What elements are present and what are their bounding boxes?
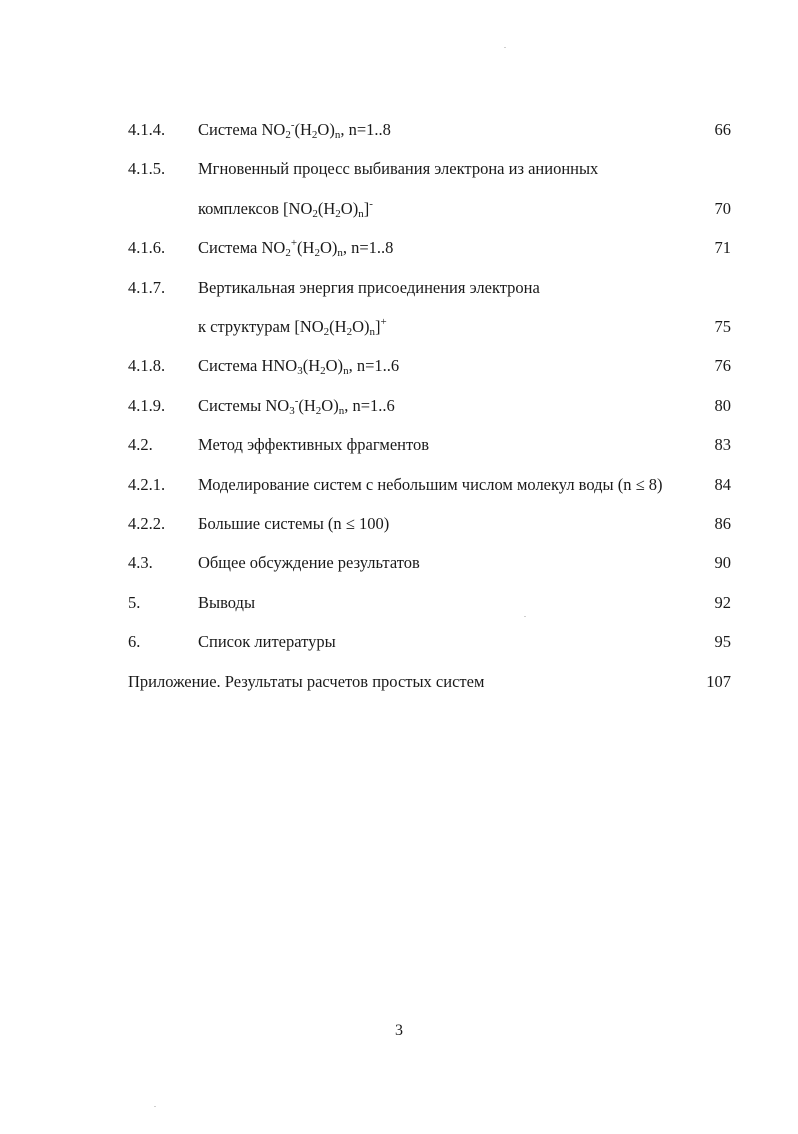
toc-entry-title — [198, 236, 393, 260]
toc-entry — [0, 670, 798, 694]
toc-title-segment: 2 — [346, 326, 353, 338]
toc-title-segment: 2 — [335, 208, 341, 220]
scan-speck — [524, 616, 526, 617]
toc-entry-title — [198, 433, 429, 457]
toc-title-segment: Система HNO — [198, 356, 298, 375]
toc-title-segment: Большие системы (n ≤ 100) — [198, 514, 390, 533]
toc-title-segment: O) — [319, 238, 338, 257]
toc-title-segment: комплексов [NO — [198, 199, 313, 218]
toc-entry-title — [198, 197, 373, 221]
toc-title-segment: (H — [329, 317, 347, 336]
toc-title-segment: n — [338, 405, 345, 417]
toc-entry-page: 84 — [714, 475, 731, 494]
toc-title-segment: - — [290, 119, 295, 131]
toc-title-segment: Выводы — [198, 593, 256, 612]
toc-title-segment: (H — [302, 356, 321, 375]
toc-entry-number: 5. — [128, 593, 141, 612]
toc-entry — [0, 591, 798, 615]
toc-entry — [0, 473, 798, 497]
toc-entry-title — [198, 276, 540, 300]
toc-entry-page: 95 — [714, 632, 731, 651]
page-number: 3 — [395, 1022, 403, 1039]
toc-entry-title — [198, 394, 395, 418]
toc-entry-page: 71 — [714, 238, 731, 257]
toc-title-segment: n — [358, 208, 364, 220]
toc-entry-number: 4.2. — [128, 435, 153, 454]
toc-entry-number: 4.3. — [128, 553, 153, 572]
toc-entry-number: 4.2.2. — [128, 514, 166, 533]
toc-title-segment: Вертикальная энергия присоединения электрона — [198, 278, 540, 297]
toc-title-segment: 3 — [297, 365, 303, 377]
toc-entry — [0, 433, 798, 457]
toc-entry — [0, 551, 798, 575]
toc-title-segment: , n=1..8 — [342, 238, 394, 257]
toc-title-segment: 2 — [314, 247, 320, 259]
toc-entry-title — [198, 118, 391, 142]
toc-entry — [0, 236, 798, 260]
toc-entry-title — [198, 157, 598, 181]
toc-entry-page: 86 — [714, 514, 731, 533]
toc-title-segment: 2 — [323, 326, 330, 338]
toc-entry-number: 4.1.8. — [128, 356, 166, 375]
toc-title-segment: , n=1..6 — [344, 396, 395, 415]
toc-title-segment: Список литературы — [198, 632, 336, 651]
toc-entry — [0, 157, 798, 181]
toc-entry-number: 6. — [128, 632, 141, 651]
toc-entry-number: 4.1.9. — [128, 396, 166, 415]
toc-title-segment: 2 — [311, 129, 318, 141]
toc-title-segment: (H — [298, 396, 316, 415]
toc-title-segment: O) — [317, 120, 335, 139]
toc-title-segment: Приложение. Результаты расчетов простых систем — [128, 672, 485, 691]
toc-title-segment: Общее обсуждение результатов — [198, 553, 420, 572]
toc-entry-number: 4.1.7. — [128, 278, 166, 297]
toc-entry — [0, 630, 798, 654]
toc-entry-title — [198, 551, 420, 575]
toc-title-segment: n — [337, 247, 343, 259]
toc-entry-title — [198, 354, 399, 378]
toc-title-segment: , n=1..6 — [348, 356, 400, 375]
toc-entry — [0, 354, 798, 378]
toc-entry-page: 66 — [714, 120, 731, 139]
toc-title-segment: ] — [375, 317, 381, 336]
toc-title-segment: (H — [317, 199, 336, 218]
toc-title-segment: + — [290, 237, 298, 249]
toc-entry — [0, 394, 798, 418]
toc-title-segment: 2 — [312, 208, 318, 220]
toc-entry-page: 70 — [714, 199, 731, 218]
toc-title-segment: n — [369, 326, 376, 338]
toc-entry — [0, 118, 798, 142]
toc-entry-number: 4.1.5. — [128, 159, 166, 178]
toc-title-segment: Моделирование систем с небольшим числом молекул воды (n ≤ 8) — [198, 475, 663, 494]
toc-entry-page: 76 — [714, 356, 731, 375]
toc-title-segment: 2 — [285, 247, 291, 259]
toc-title-segment: 3 — [289, 405, 295, 417]
toc-title-segment: O) — [325, 356, 344, 375]
toc-entry-title — [198, 591, 255, 615]
toc-title-segment: O) — [352, 317, 370, 336]
toc-entry — [0, 315, 798, 339]
toc-title-segment: Метод эффективных фрагментов — [198, 435, 430, 454]
toc-entry-number: 4.2.1. — [128, 475, 166, 494]
toc-entry-title — [198, 473, 663, 497]
toc-title-segment: 2 — [285, 129, 291, 141]
toc-entry-title — [198, 315, 387, 339]
toc-entry-page: 75 — [714, 317, 731, 336]
toc-entry-page: 83 — [714, 435, 731, 454]
toc-title-segment: Мгновенный процесс выбивания электрона из анионных — [198, 159, 599, 178]
toc-title-segment: n — [343, 365, 349, 377]
scan-speck — [504, 47, 506, 48]
toc-title-segment: , n=1..8 — [340, 120, 391, 139]
toc-title-segment: 2 — [320, 365, 326, 377]
toc-title-segment: ] — [363, 199, 370, 218]
scan-speck — [154, 1106, 156, 1107]
toc-title-segment: O) — [321, 396, 339, 415]
toc-entry-page: 92 — [714, 593, 731, 612]
toc-title-segment: O) — [340, 199, 359, 218]
toc-title-segment: - — [369, 198, 373, 210]
toc-title-segment: (H — [294, 120, 312, 139]
toc-entry-number: 4.1.6. — [128, 238, 166, 257]
toc-title-segment: к структурам [NO — [198, 317, 324, 336]
toc-title-segment: Системы NO — [198, 396, 290, 415]
toc-entry-title — [198, 630, 336, 654]
toc-entry-page: 90 — [714, 553, 731, 572]
toc-title-segment: + — [380, 316, 387, 328]
toc-entry-title — [198, 512, 389, 536]
toc-title-segment: Система NO — [198, 120, 286, 139]
toc-title-segment: n — [334, 129, 341, 141]
toc-entry — [0, 197, 798, 221]
toc-entry-page: 80 — [714, 396, 731, 415]
toc-entry — [0, 276, 798, 300]
toc-entry-title — [128, 670, 484, 694]
toc-title-segment: (H — [297, 238, 315, 257]
toc-title-segment: - — [294, 395, 299, 407]
toc-entry — [0, 512, 798, 536]
toc-entry-page: 107 — [706, 672, 731, 691]
toc-entry-number: 4.1.4. — [128, 120, 166, 139]
toc-title-segment: Система NO — [198, 238, 286, 257]
toc-title-segment: 2 — [315, 405, 322, 417]
